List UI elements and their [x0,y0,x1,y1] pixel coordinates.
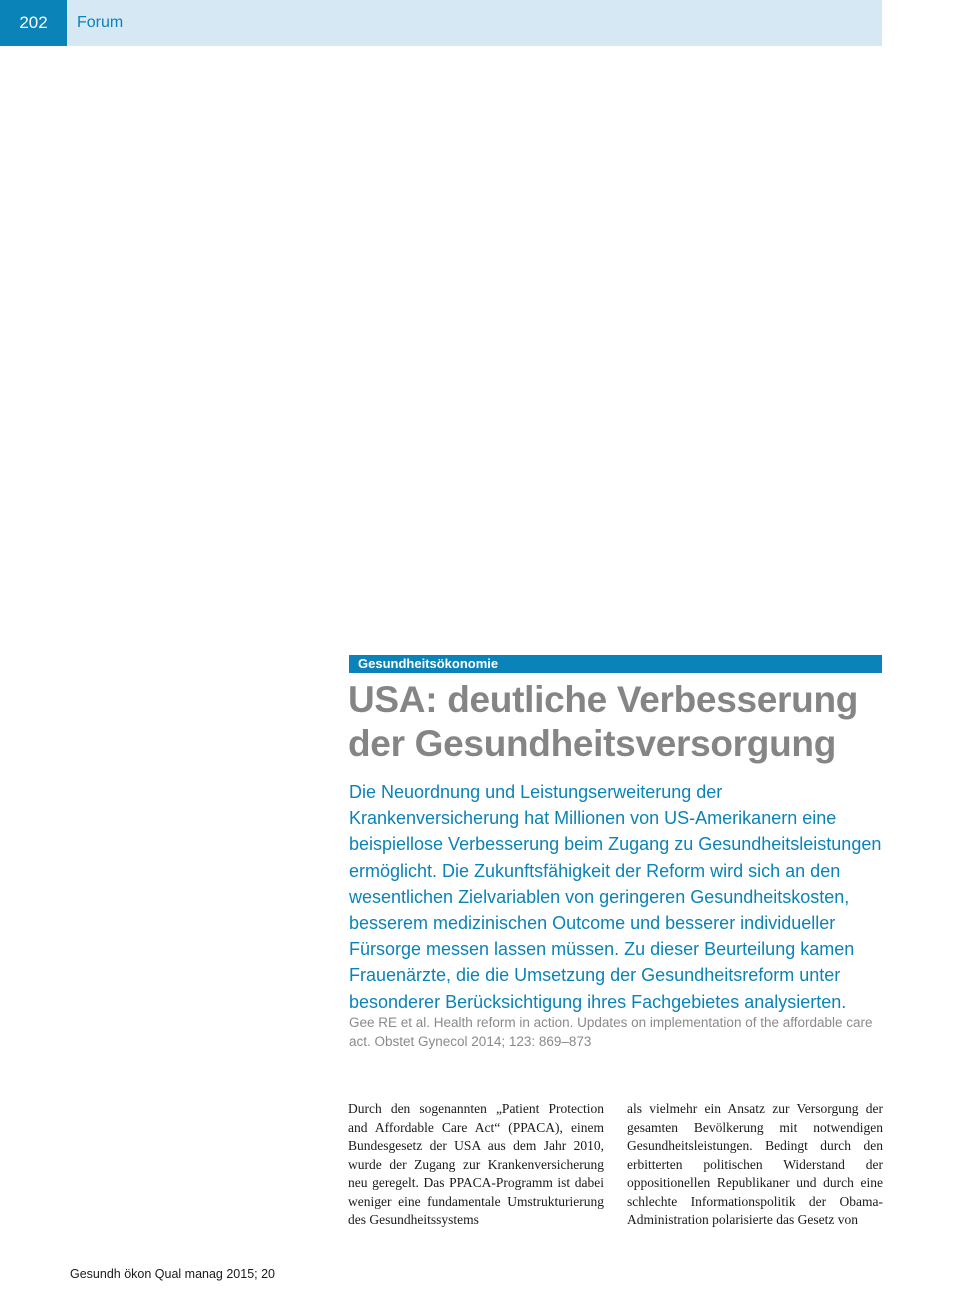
running-header [0,0,882,46]
journal-footer: Gesundh ökon Qual manag 2015; 20 [70,1267,276,1281]
category-label: Gesundheitsökonomie [349,655,882,673]
body-column-2: als vielmehr ein Ansatz zur Versorgung der gesamten Bevölkerung mit notwendigen Gesundheitsleistungen. Bedingt durch den erbitterten politischen Widerstand der oppositionellen Republikaner und durch eine schlechte Informationspolitik der Obama-Administration polarisierte das Gesetz von [627,1101,883,1227]
body-column-1: Durch den sogenannten „Patient Protection and Affordable Care Act“ (PPACA), einem Bundesgesetz der USA aus dem Jahr 2010, wurde der Zugang zur Krankenversicherung neu geregelt. Das PPACA-Programm ist dabei weniger eine fundamentale Umstrukturierung des Gesundheitssystems [348,1101,604,1227]
article-citation: Gee RE et al. Health reform in action. Updates on implementation of the affordable care act. Obstet Gynecol 2014; 123: 869–873 [349,1015,873,1049]
section-name: Forum [77,14,124,31]
article-title: USA: deutliche Verbesserung der Gesundheitsversorgung [348,679,859,764]
article-lead: Die Neuordnung und Leistungserweiterung der Krankenversicherung hat Millionen von US-Amerikanern eine beispiellose Verbesserung beim Zugang zu Gesundheitsleistungen ermöglicht. Die Zukunftsfähigkeit der Reform wird sich an den wesentlichen Zielvariablen von geringeren Gesundheitskosten, besserem medizinischen Outcome und besserer individueller Fürsorge messen lassen müssen. Zu dieser Beurteilung kamen Frauenärzte, die die Umsetzung der Gesundheitsreform unter besonderer Berücksichtigung ihres Fachgebietes analysierten. [349,782,882,1012]
page-number: 202 [0,0,67,46]
